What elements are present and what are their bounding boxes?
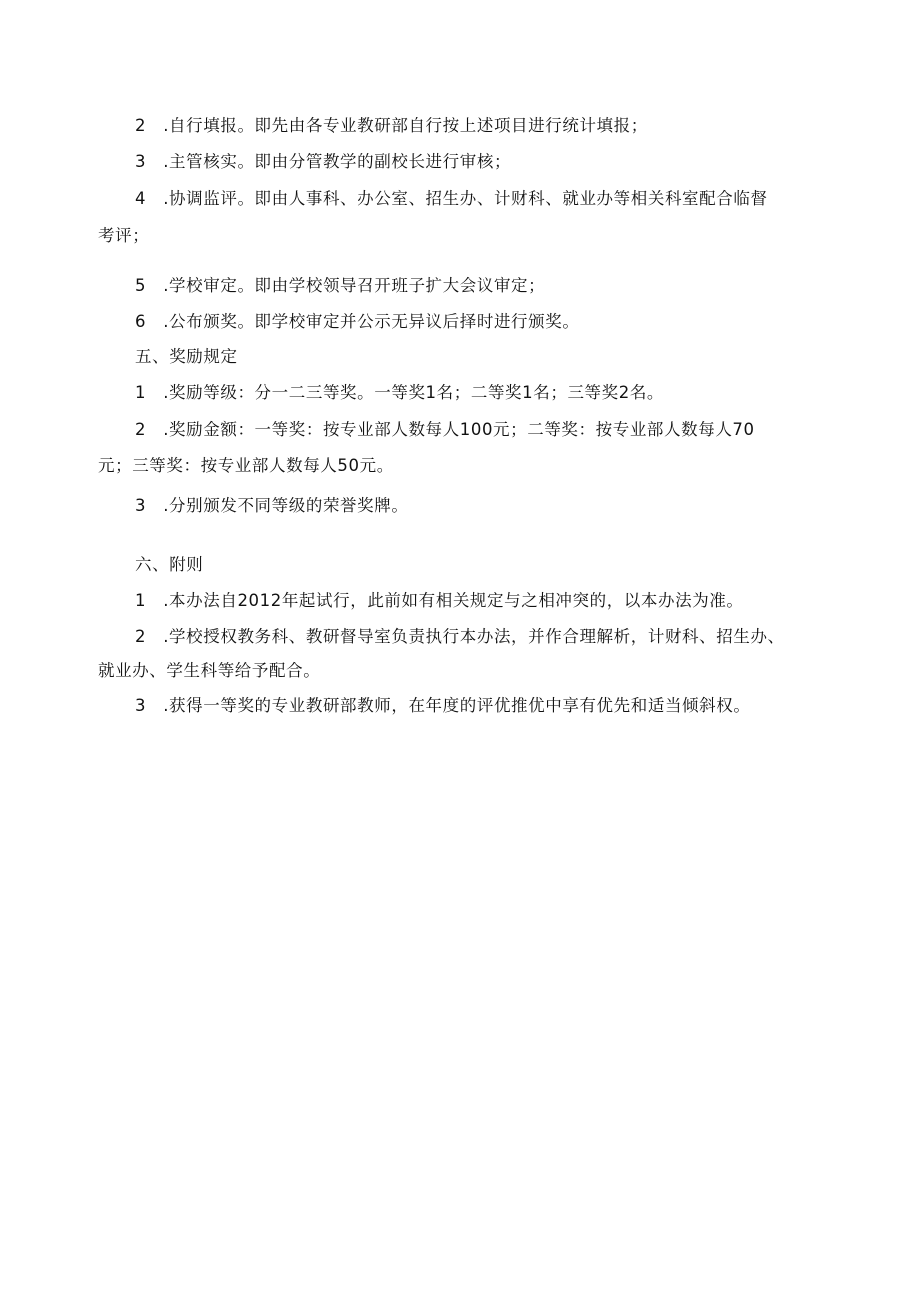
text-line-procedure-3: 3 .主管核实。即由分管教学的副校长进行审核； bbox=[135, 152, 512, 171]
text-line-reward-3: 3 .分别颁发不同等级的荣誉奖牌。 bbox=[135, 496, 409, 515]
text-line-reward-2-cont: 元；三等奖：按专业部人数每人50元。 bbox=[98, 456, 394, 475]
text-line-reward-2: 2 .奖励金额：一等奖：按专业部人数每人100元；二等奖：按专业部人数每人70 bbox=[135, 420, 755, 439]
text-line-procedure-5: 5 .学校审定。即由学校领导召开班子扩大会议审定； bbox=[135, 276, 546, 295]
text-line-procedure-6: 6 .公布颁奖。即学校审定并公示无异议后择时进行颁奖。 bbox=[135, 312, 580, 331]
text-line-supplementary-3: 3 .获得一等奖的专业教研部教师，在年度的评优推优中享有优先和适当倾斜权。 bbox=[135, 696, 751, 715]
section-heading-supplementary: 六、附则 bbox=[135, 555, 204, 574]
text-line-supplementary-2-cont: 就业办、学生科等给予配合。 bbox=[98, 661, 321, 680]
text-line-procedure-4: 4 .协调监评。即由人事科、办公室、招生办、计财科、就业办等相关科室配合临督 bbox=[135, 189, 768, 208]
text-line-supplementary-2: 2 .学校授权教务科、教研督导室负责执行本办法，并作合理解析，计财科、招生办、 bbox=[135, 627, 785, 646]
text-line-supplementary-1: 1 .本办法自2012年起试行，此前如有相关规定与之相冲突的，以本办法为准。 bbox=[135, 591, 744, 610]
section-heading-rewards: 五、奖励规定 bbox=[135, 347, 238, 366]
text-line-reward-1: 1 .奖励等级：分一二三等奖。一等奖1名；二等奖1名；三等奖2名。 bbox=[135, 383, 665, 402]
text-line-procedure-2: 2 .自行填报。即先由各专业教研部自行按上述项目进行统计填报； bbox=[135, 116, 648, 135]
text-line-procedure-4-cont: 考评； bbox=[98, 226, 150, 245]
